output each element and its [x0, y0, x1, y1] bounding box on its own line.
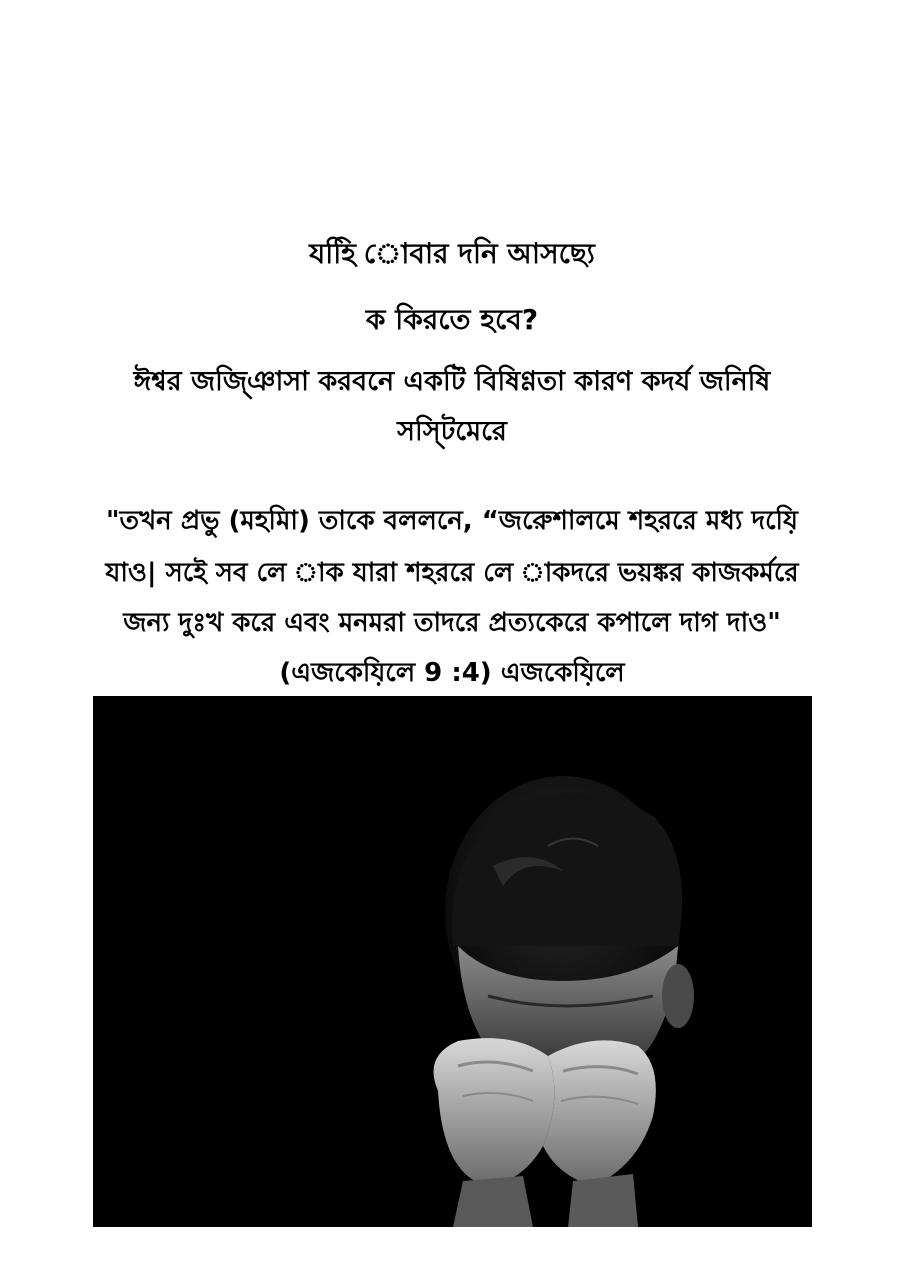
heading-line-2: ক কিরতে হবে?: [365, 303, 539, 336]
quote-line-3: জন্য দুঃখ করে এবং মনমরা তাদরে প্রত্যকেরে কপালে দাগ দাও": [123, 608, 781, 638]
heading-line-1: যহিি োবার দনি আসছ্যে: [309, 237, 595, 270]
quote-reference: (এজকেযি়লে 9 :4) এজকেযি়লে: [279, 658, 625, 688]
heading-line-4: সসি্টমেরে: [397, 416, 507, 447]
sad-man-photo: [93, 696, 812, 1227]
quote-line-2: যাও| সইে সব লে াক যারা শহররে লে াকদরে ভয়ঙ্কর কাজকর্মরে: [105, 558, 799, 588]
quote-line-1: "তখন প্রভু (মহমিা) তাকে বললনে, “জরেুশালমে শহররে মধ্য দযি়ে: [106, 506, 798, 536]
sad-man-illustration: [93, 696, 812, 1227]
heading-line-3: ঈশ্বর জজি্ঞাসা করবনে একটি বিষিণ্ণতা কারণ কদর্য জনিষি: [133, 366, 771, 397]
